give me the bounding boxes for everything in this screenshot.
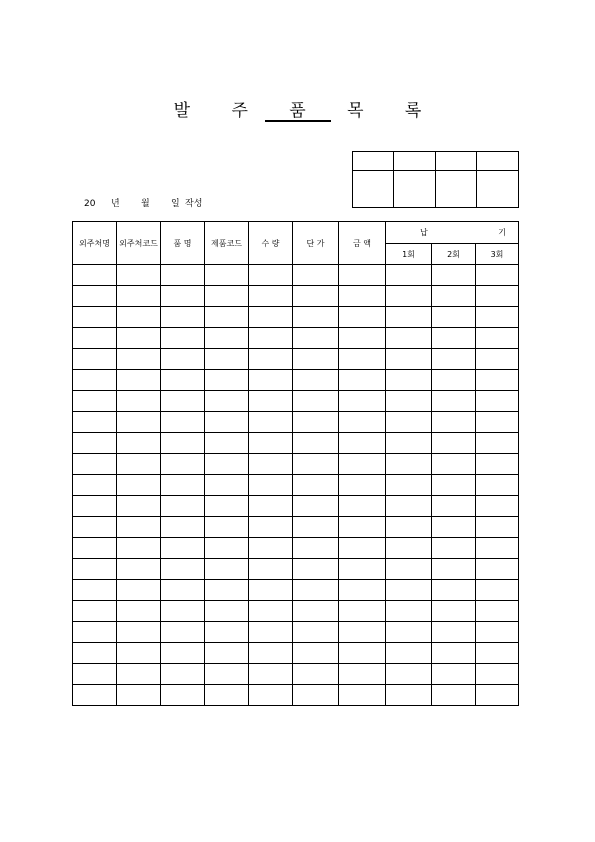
year-label: 년 — [111, 199, 120, 209]
table-cell[interactable] — [339, 496, 386, 517]
table-cell[interactable] — [339, 475, 386, 496]
table-cell[interactable] — [249, 349, 293, 370]
table-cell[interactable] — [476, 664, 519, 685]
table-cell[interactable] — [161, 265, 205, 286]
table-cell[interactable] — [161, 307, 205, 328]
table-cell[interactable] — [249, 559, 293, 580]
approval-title-cell — [394, 152, 436, 171]
table-cell[interactable] — [249, 286, 293, 307]
table-cell[interactable] — [476, 622, 519, 643]
table-cell[interactable] — [432, 664, 476, 685]
table-row — [73, 538, 519, 559]
table-cell[interactable] — [476, 601, 519, 622]
table-cell[interactable] — [293, 412, 339, 433]
table-cell[interactable] — [432, 286, 476, 307]
table-cell[interactable] — [386, 580, 432, 601]
table-cell[interactable] — [339, 664, 386, 685]
table-cell[interactable] — [339, 580, 386, 601]
table-cell[interactable] — [293, 580, 339, 601]
table-cell[interactable] — [205, 349, 249, 370]
table-cell[interactable] — [476, 454, 519, 475]
table-cell[interactable] — [293, 328, 339, 349]
table-cell[interactable] — [205, 580, 249, 601]
table-cell[interactable] — [386, 496, 432, 517]
table-row — [73, 622, 519, 643]
table-row — [73, 286, 519, 307]
table-cell[interactable] — [249, 265, 293, 286]
table-cell[interactable] — [339, 685, 386, 706]
table-cell[interactable] — [249, 454, 293, 475]
table-cell[interactable] — [161, 412, 205, 433]
table-cell[interactable] — [161, 580, 205, 601]
table-cell[interactable] — [386, 391, 432, 412]
table-cell[interactable] — [161, 622, 205, 643]
table-cell[interactable] — [249, 412, 293, 433]
table-cell[interactable] — [476, 307, 519, 328]
table-cell[interactable] — [249, 496, 293, 517]
approval-sign-cell[interactable] — [353, 171, 394, 208]
table-row — [73, 391, 519, 412]
header-amount: 금 액 — [339, 222, 386, 265]
header-delivery-2: 2회 — [432, 244, 476, 265]
table-cell[interactable] — [339, 328, 386, 349]
table-row — [73, 601, 519, 622]
table-cell[interactable] — [249, 685, 293, 706]
header-vendor-name: 외주처명 — [73, 222, 117, 265]
table-cell[interactable] — [476, 286, 519, 307]
table-cell[interactable] — [117, 412, 161, 433]
table-cell[interactable] — [73, 475, 117, 496]
header-vendor-code: 외주처코드 — [117, 222, 161, 265]
table-cell[interactable] — [73, 307, 117, 328]
table-cell[interactable] — [339, 601, 386, 622]
table-row — [73, 664, 519, 685]
table-cell[interactable] — [73, 454, 117, 475]
table-cell[interactable] — [293, 454, 339, 475]
table-cell[interactable] — [117, 286, 161, 307]
table-cell[interactable] — [386, 328, 432, 349]
table-row — [73, 265, 519, 286]
table-cell[interactable] — [339, 643, 386, 664]
table-cell[interactable] — [117, 370, 161, 391]
table-cell[interactable] — [293, 517, 339, 538]
table-cell[interactable] — [73, 391, 117, 412]
approval-sign-cell[interactable] — [394, 171, 436, 208]
table-cell[interactable] — [117, 307, 161, 328]
table-row — [73, 370, 519, 391]
table-cell[interactable] — [476, 349, 519, 370]
table-cell[interactable] — [205, 391, 249, 412]
table-cell[interactable] — [476, 559, 519, 580]
table-cell[interactable] — [73, 601, 117, 622]
table-cell[interactable] — [73, 370, 117, 391]
table-cell[interactable] — [432, 265, 476, 286]
table-cell[interactable] — [339, 412, 386, 433]
table-cell[interactable] — [432, 307, 476, 328]
table-cell[interactable] — [249, 643, 293, 664]
table-cell[interactable] — [293, 664, 339, 685]
table-cell[interactable] — [476, 391, 519, 412]
table-cell[interactable] — [432, 454, 476, 475]
table-cell[interactable] — [249, 307, 293, 328]
table-cell[interactable] — [293, 685, 339, 706]
table-row — [73, 307, 519, 328]
table-cell[interactable] — [386, 538, 432, 559]
table-cell[interactable] — [161, 433, 205, 454]
table-cell[interactable] — [249, 328, 293, 349]
table-cell[interactable] — [117, 559, 161, 580]
table-row — [73, 643, 519, 664]
table-cell[interactable] — [432, 580, 476, 601]
table-cell[interactable] — [386, 601, 432, 622]
table-cell[interactable] — [73, 496, 117, 517]
table-cell[interactable] — [117, 643, 161, 664]
table-cell[interactable] — [161, 664, 205, 685]
table-cell[interactable] — [73, 412, 117, 433]
order-items-table — [72, 221, 540, 706]
table-cell[interactable] — [432, 412, 476, 433]
table-cell[interactable] — [339, 433, 386, 454]
table-cell[interactable] — [339, 307, 386, 328]
table-cell[interactable] — [205, 643, 249, 664]
table-cell[interactable] — [432, 685, 476, 706]
table-cell[interactable] — [73, 643, 117, 664]
table-cell[interactable] — [476, 370, 519, 391]
table-cell[interactable] — [117, 454, 161, 475]
table-cell[interactable] — [117, 349, 161, 370]
table-row — [73, 580, 519, 601]
table-cell[interactable] — [249, 475, 293, 496]
table-cell[interactable] — [339, 454, 386, 475]
table-cell[interactable] — [432, 517, 476, 538]
table-cell[interactable] — [73, 622, 117, 643]
table-cell[interactable] — [161, 370, 205, 391]
table-cell[interactable] — [205, 307, 249, 328]
table-cell[interactable] — [293, 538, 339, 559]
table-cell[interactable] — [249, 517, 293, 538]
table-cell[interactable] — [432, 328, 476, 349]
table-cell[interactable] — [339, 559, 386, 580]
table-cell[interactable] — [339, 391, 386, 412]
table-cell[interactable] — [386, 517, 432, 538]
table-cell[interactable] — [432, 559, 476, 580]
table-cell[interactable] — [161, 286, 205, 307]
table-cell[interactable] — [117, 265, 161, 286]
table-cell[interactable] — [117, 433, 161, 454]
table-cell[interactable] — [161, 475, 205, 496]
table-cell[interactable] — [293, 391, 339, 412]
table-cell[interactable] — [205, 517, 249, 538]
table-cell[interactable] — [161, 601, 205, 622]
table-cell[interactable] — [117, 391, 161, 412]
table-cell[interactable] — [205, 370, 249, 391]
table-cell[interactable] — [161, 559, 205, 580]
table-cell[interactable] — [432, 433, 476, 454]
table-cell[interactable] — [476, 538, 519, 559]
table-cell[interactable] — [476, 643, 519, 664]
table-row — [73, 559, 519, 580]
table-cell[interactable] — [205, 433, 249, 454]
table-cell[interactable] — [205, 265, 249, 286]
table-cell[interactable] — [476, 433, 519, 454]
table-cell[interactable] — [386, 349, 432, 370]
table-row — [73, 349, 519, 370]
table-cell[interactable] — [386, 685, 432, 706]
table-cell[interactable] — [386, 559, 432, 580]
table-cell[interactable] — [117, 517, 161, 538]
table-cell[interactable] — [432, 475, 476, 496]
approval-sign-cell[interactable] — [436, 171, 477, 208]
table-cell[interactable] — [117, 664, 161, 685]
table-cell[interactable] — [117, 580, 161, 601]
table-cell[interactable] — [205, 538, 249, 559]
table-cell[interactable] — [249, 538, 293, 559]
table-cell[interactable] — [386, 307, 432, 328]
table-cell[interactable] — [386, 265, 432, 286]
table-cell[interactable] — [432, 391, 476, 412]
table-cell[interactable] — [386, 370, 432, 391]
table-cell[interactable] — [161, 685, 205, 706]
table-cell[interactable] — [293, 643, 339, 664]
table-cell[interactable] — [476, 517, 519, 538]
table-cell[interactable] — [476, 412, 519, 433]
header-delivery: 납 기 — [386, 222, 519, 244]
table-cell[interactable] — [476, 496, 519, 517]
table-cell[interactable] — [205, 622, 249, 643]
table-cell[interactable] — [432, 643, 476, 664]
table-cell[interactable] — [73, 664, 117, 685]
approval-sign-cell[interactable] — [477, 171, 519, 208]
table-cell[interactable] — [249, 433, 293, 454]
table-row — [73, 433, 519, 454]
table-cell[interactable] — [117, 496, 161, 517]
table-row — [73, 685, 519, 706]
table-cell[interactable] — [73, 433, 117, 454]
table-cell[interactable] — [161, 454, 205, 475]
table-cell[interactable] — [205, 601, 249, 622]
table-cell[interactable] — [73, 265, 117, 286]
table-row — [73, 496, 519, 517]
table-cell[interactable] — [249, 622, 293, 643]
table-cell[interactable] — [339, 622, 386, 643]
table-cell[interactable] — [386, 412, 432, 433]
table-cell[interactable] — [386, 454, 432, 475]
table-cell[interactable] — [476, 685, 519, 706]
table-cell[interactable] — [386, 643, 432, 664]
table-cell[interactable] — [293, 601, 339, 622]
table-cell[interactable] — [161, 643, 205, 664]
table-cell[interactable] — [432, 622, 476, 643]
table-cell[interactable] — [205, 664, 249, 685]
table-cell[interactable] — [73, 286, 117, 307]
table-cell[interactable] — [293, 475, 339, 496]
table-cell[interactable] — [249, 370, 293, 391]
table-cell[interactable] — [73, 685, 117, 706]
approval-title-cell — [477, 152, 519, 171]
table-cell[interactable] — [476, 328, 519, 349]
table-row — [73, 517, 519, 538]
table-cell[interactable] — [293, 496, 339, 517]
table-cell[interactable] — [339, 265, 386, 286]
header-product-code: 제품코드 — [205, 222, 249, 265]
table-cell[interactable] — [386, 622, 432, 643]
table-cell[interactable] — [205, 496, 249, 517]
table-cell[interactable] — [117, 538, 161, 559]
table-cell[interactable] — [339, 286, 386, 307]
written-label: 작성 — [185, 199, 203, 209]
table-cell[interactable] — [73, 517, 117, 538]
table-cell[interactable] — [73, 349, 117, 370]
day-label: 일 — [171, 199, 180, 209]
header-unit-price: 단 가 — [293, 222, 339, 265]
table-cell[interactable] — [293, 307, 339, 328]
table-cell[interactable] — [161, 391, 205, 412]
table-cell[interactable] — [73, 559, 117, 580]
table-cell[interactable] — [205, 286, 249, 307]
approval-title-cell — [353, 152, 394, 171]
table-row — [73, 475, 519, 496]
title-underline — [265, 120, 331, 122]
table-cell[interactable] — [339, 517, 386, 538]
table-cell[interactable] — [117, 685, 161, 706]
table-row — [73, 454, 519, 475]
month-label: 월 — [141, 199, 150, 209]
table-cell[interactable] — [205, 454, 249, 475]
table-cell[interactable] — [73, 538, 117, 559]
table-cell[interactable] — [117, 601, 161, 622]
table-cell[interactable] — [205, 328, 249, 349]
table-cell[interactable] — [293, 265, 339, 286]
table-body — [73, 265, 519, 706]
header-delivery-3: 3회 — [476, 244, 519, 265]
table-cell[interactable] — [249, 580, 293, 601]
table-cell[interactable] — [117, 328, 161, 349]
header-delivery-1: 1회 — [386, 244, 432, 265]
table-cell[interactable] — [205, 559, 249, 580]
header-item-name: 품 명 — [161, 222, 205, 265]
table-cell[interactable] — [432, 496, 476, 517]
table-cell[interactable] — [249, 391, 293, 412]
table-cell[interactable] — [339, 349, 386, 370]
table-cell[interactable] — [117, 622, 161, 643]
table-cell[interactable] — [293, 349, 339, 370]
table-cell[interactable] — [293, 622, 339, 643]
table-cell[interactable] — [161, 538, 205, 559]
table-cell[interactable] — [386, 664, 432, 685]
table-cell[interactable] — [293, 370, 339, 391]
table-cell[interactable] — [161, 328, 205, 349]
table-cell[interactable] — [249, 601, 293, 622]
table-cell[interactable] — [476, 265, 519, 286]
table-cell[interactable] — [386, 286, 432, 307]
table-cell[interactable] — [339, 370, 386, 391]
table-cell[interactable] — [432, 370, 476, 391]
table-row — [73, 328, 519, 349]
table-cell[interactable] — [161, 496, 205, 517]
table-cell[interactable] — [205, 475, 249, 496]
page-title: 발 주 품 목 록 — [173, 101, 440, 121]
table-cell[interactable] — [73, 580, 117, 601]
table-cell[interactable] — [249, 664, 293, 685]
table-cell[interactable] — [476, 580, 519, 601]
table-cell[interactable] — [386, 433, 432, 454]
table-row — [73, 412, 519, 433]
table-cell[interactable] — [293, 286, 339, 307]
table-cell[interactable] — [432, 601, 476, 622]
table-cell[interactable] — [161, 517, 205, 538]
table-cell[interactable] — [293, 433, 339, 454]
header-quantity: 수 량 — [249, 222, 293, 265]
table-cell[interactable] — [386, 475, 432, 496]
year-prefix: 20 — [84, 199, 96, 209]
table-cell[interactable] — [476, 475, 519, 496]
table-cell[interactable] — [293, 559, 339, 580]
table-cell[interactable] — [339, 538, 386, 559]
table-cell[interactable] — [205, 685, 249, 706]
table-cell[interactable] — [73, 328, 117, 349]
approval-title-cell — [436, 152, 477, 171]
table-cell[interactable] — [432, 538, 476, 559]
table-cell[interactable] — [205, 412, 249, 433]
table-cell[interactable] — [161, 349, 205, 370]
date-line — [84, 196, 202, 209]
approval-box — [352, 151, 519, 208]
table-cell[interactable] — [432, 349, 476, 370]
table-cell[interactable] — [117, 475, 161, 496]
